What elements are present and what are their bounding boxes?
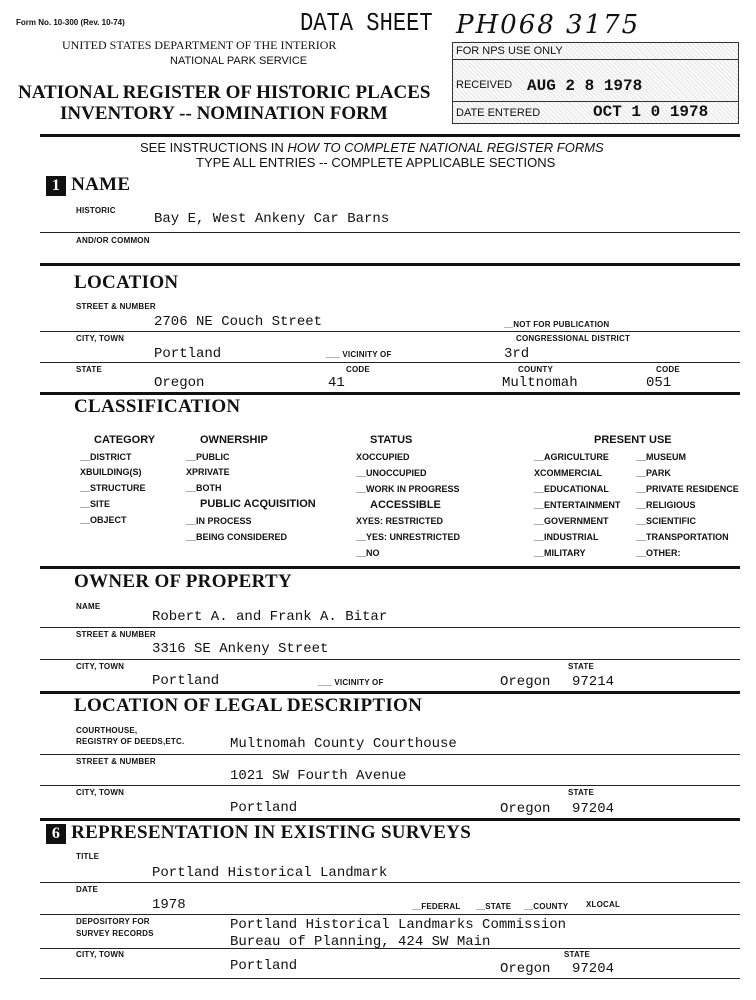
survey-city-label: CITY, TOWN bbox=[76, 950, 125, 959]
registry-label: REGISTRY OF DEEDS,ETC. bbox=[76, 737, 185, 746]
category-heading: CATEGORY bbox=[94, 434, 156, 446]
historic-value: Bay E, West Ankeny Car Barns bbox=[154, 211, 390, 227]
present-use-heading: PRESENT USE bbox=[594, 434, 672, 446]
use-government[interactable]: __GOVERNMENT bbox=[534, 516, 609, 526]
use-transportation[interactable]: __TRANSPORTATION bbox=[636, 532, 729, 542]
received-stamp: AUG 2 8 1978 bbox=[527, 77, 643, 95]
survey-local[interactable]: XLOCAL bbox=[586, 900, 621, 909]
ownership-both[interactable]: __BOTH bbox=[186, 483, 222, 493]
street-label: STREET & NUMBER bbox=[76, 302, 156, 311]
depository-label-2: SURVEY RECORDS bbox=[76, 929, 154, 938]
section-name-header: 1 NAME bbox=[46, 174, 130, 196]
owner-name-value: Robert A. and Frank A. Bitar bbox=[152, 609, 388, 625]
code-value: 41 bbox=[328, 375, 345, 391]
section-classification-header: CLASSIFICATION bbox=[74, 396, 241, 417]
depository-value-2: Bureau of Planning, 424 SW Main bbox=[230, 934, 491, 950]
status-heading: STATUS bbox=[370, 434, 413, 446]
status-occupied[interactable]: XOCCUPIED bbox=[356, 452, 410, 462]
survey-date-value: 1978 bbox=[152, 897, 186, 913]
use-scientific[interactable]: __SCIENTIFIC bbox=[636, 516, 697, 526]
instructions-line-1: SEE INSTRUCTIONS IN HOW TO COMPLETE NATIONAL REGISTER FORMS bbox=[140, 140, 604, 155]
form-title-1: NATIONAL REGISTER OF HISTORIC PLACES bbox=[18, 82, 431, 103]
state-label: STATE bbox=[76, 365, 103, 374]
owner-vicinity: ___ VICINITY OF bbox=[318, 678, 384, 687]
use-museum[interactable]: __MUSEUM bbox=[636, 452, 687, 462]
category-object[interactable]: __OBJECT bbox=[80, 515, 127, 525]
category-building[interactable]: XBUILDING(S) bbox=[80, 467, 142, 477]
county-value: Multnomah bbox=[502, 375, 578, 391]
owner-street-label: STREET & NUMBER bbox=[76, 630, 156, 639]
owner-name-label: NAME bbox=[76, 602, 101, 611]
form-number: Form No. 10-300 (Rev. 10-74) bbox=[16, 18, 125, 27]
state-value: Oregon bbox=[154, 375, 205, 391]
congressional-value: 3rd bbox=[504, 346, 530, 362]
legal-city-value: Portland bbox=[230, 800, 298, 816]
ownership-public[interactable]: __PUBLIC bbox=[186, 452, 230, 462]
accessible-restricted[interactable]: XYES: RESTRICTED bbox=[356, 516, 444, 526]
ownership-private[interactable]: XPRIVATE bbox=[186, 467, 230, 477]
survey-date-label: DATE bbox=[76, 885, 98, 894]
city-label: CITY, TOWN bbox=[76, 334, 125, 343]
common-label: AND/OR COMMON bbox=[76, 236, 150, 245]
legal-state-value: Oregon bbox=[500, 801, 551, 817]
owner-zip: 97214 bbox=[572, 674, 615, 690]
section-owner-header: OWNER OF PROPERTY bbox=[74, 571, 293, 592]
nps-use-label: FOR NPS USE ONLY bbox=[456, 45, 563, 57]
survey-county[interactable]: __COUNTY bbox=[524, 902, 569, 911]
owner-state-value: Oregon bbox=[500, 674, 551, 690]
use-industrial[interactable]: __INDUSTRIAL bbox=[534, 532, 599, 542]
use-park[interactable]: __PARK bbox=[636, 468, 671, 478]
owner-city-value: Portland bbox=[152, 673, 220, 689]
legal-street-value: 1021 SW Fourth Avenue bbox=[230, 768, 407, 784]
city-value: Portland bbox=[154, 346, 222, 362]
courthouse-value: Multnomah County Courthouse bbox=[230, 736, 457, 752]
depository-value-1: Portland Historical Landmarks Commission bbox=[230, 917, 567, 933]
form-title-2: INVENTORY -- NOMINATION FORM bbox=[60, 103, 388, 124]
survey-state-label: STATE bbox=[564, 950, 591, 959]
received-label: RECEIVED bbox=[456, 79, 513, 91]
accessible-heading: ACCESSIBLE bbox=[370, 499, 441, 511]
use-agriculture[interactable]: __AGRICULTURE bbox=[534, 452, 609, 462]
historic-label: HISTORIC bbox=[76, 206, 116, 215]
survey-title-value: Portland Historical Landmark bbox=[152, 865, 388, 881]
nps-use-box bbox=[452, 42, 739, 124]
use-religious[interactable]: __RELIGIOUS bbox=[636, 500, 696, 510]
data-sheet-stamp: DATA SHEET bbox=[300, 8, 433, 38]
survey-zip: 97204 bbox=[572, 961, 615, 977]
survey-federal[interactable]: __FEDERAL bbox=[412, 902, 461, 911]
use-entertainment[interactable]: __ENTERTAINMENT bbox=[534, 500, 621, 510]
survey-title-label: TITLE bbox=[76, 852, 100, 861]
survey-city-value: Portland bbox=[230, 958, 298, 974]
county-label: COUNTY bbox=[518, 365, 553, 374]
owner-state-label: STATE bbox=[568, 662, 595, 671]
accessible-unrestricted[interactable]: __YES: UNRESTRICTED bbox=[356, 532, 461, 542]
survey-state-value: Oregon bbox=[500, 961, 551, 977]
status-unoccupied[interactable]: __UNOCCUPIED bbox=[356, 468, 427, 478]
owner-street-value: 3316 SE Ankeny Street bbox=[152, 641, 329, 657]
survey-state[interactable]: __STATE bbox=[476, 902, 512, 911]
street-value: 2706 NE Couch Street bbox=[154, 314, 323, 330]
department: UNITED STATES DEPARTMENT OF THE INTERIOR bbox=[62, 38, 337, 52]
use-educational[interactable]: __EDUCATIONAL bbox=[534, 484, 609, 494]
divider bbox=[40, 134, 740, 137]
code-label: CODE bbox=[346, 365, 370, 374]
instructions-line-2: TYPE ALL ENTRIES -- COMPLETE APPLICABLE SECTIONS bbox=[196, 155, 556, 170]
section-legal-header: LOCATION OF LEGAL DESCRIPTION bbox=[74, 695, 423, 716]
use-private-residence[interactable]: __PRIVATE RESIDENCE bbox=[636, 484, 739, 494]
not-for-publication: __NOT FOR PUBLICATION bbox=[504, 320, 610, 329]
public-acquisition-heading: PUBLIC ACQUISITION bbox=[200, 498, 316, 510]
legal-street-label: STREET & NUMBER bbox=[76, 757, 156, 766]
acq-being-considered[interactable]: __BEING CONSIDERED bbox=[186, 532, 288, 542]
use-commercial[interactable]: XCOMMERCIAL bbox=[534, 468, 603, 478]
use-military[interactable]: __MILITARY bbox=[534, 548, 586, 558]
status-work-in-progress[interactable]: __WORK IN PROGRESS bbox=[356, 484, 460, 494]
category-site[interactable]: __SITE bbox=[80, 499, 111, 509]
category-district[interactable]: __DISTRICT bbox=[80, 452, 132, 462]
depository-label-1: DEPOSITORY FOR bbox=[76, 917, 150, 926]
accessible-no[interactable]: __NO bbox=[356, 548, 380, 558]
legal-zip: 97204 bbox=[572, 801, 615, 817]
ownership-heading: OWNERSHIP bbox=[200, 434, 268, 446]
legal-state-label: STATE bbox=[568, 788, 595, 797]
service: NATIONAL PARK SERVICE bbox=[170, 55, 308, 67]
vicinity: ___ VICINITY OF bbox=[326, 350, 392, 359]
owner-city-label: CITY, TOWN bbox=[76, 662, 125, 671]
section-surveys-header: 6 REPRESENTATION IN EXISTING SURVEYS bbox=[46, 822, 471, 844]
section-location-header: LOCATION bbox=[74, 272, 179, 293]
category-structure[interactable]: __STRUCTURE bbox=[80, 483, 146, 493]
use-other[interactable]: __OTHER: bbox=[636, 548, 681, 558]
courthouse-label: COURTHOUSE, bbox=[76, 726, 138, 735]
date-entered-label: DATE ENTERED bbox=[456, 107, 541, 119]
county-code-label: CODE bbox=[656, 365, 680, 374]
date-entered-stamp: OCT 1 0 1978 bbox=[593, 103, 709, 121]
county-code-value: 051 bbox=[646, 375, 672, 391]
legal-city-label: CITY, TOWN bbox=[76, 788, 125, 797]
handwritten-id: PH068 3175 bbox=[456, 10, 641, 40]
congressional-label: CONGRESSIONAL DISTRICT bbox=[516, 334, 631, 343]
acq-in-process[interactable]: __IN PROCESS bbox=[186, 516, 252, 526]
